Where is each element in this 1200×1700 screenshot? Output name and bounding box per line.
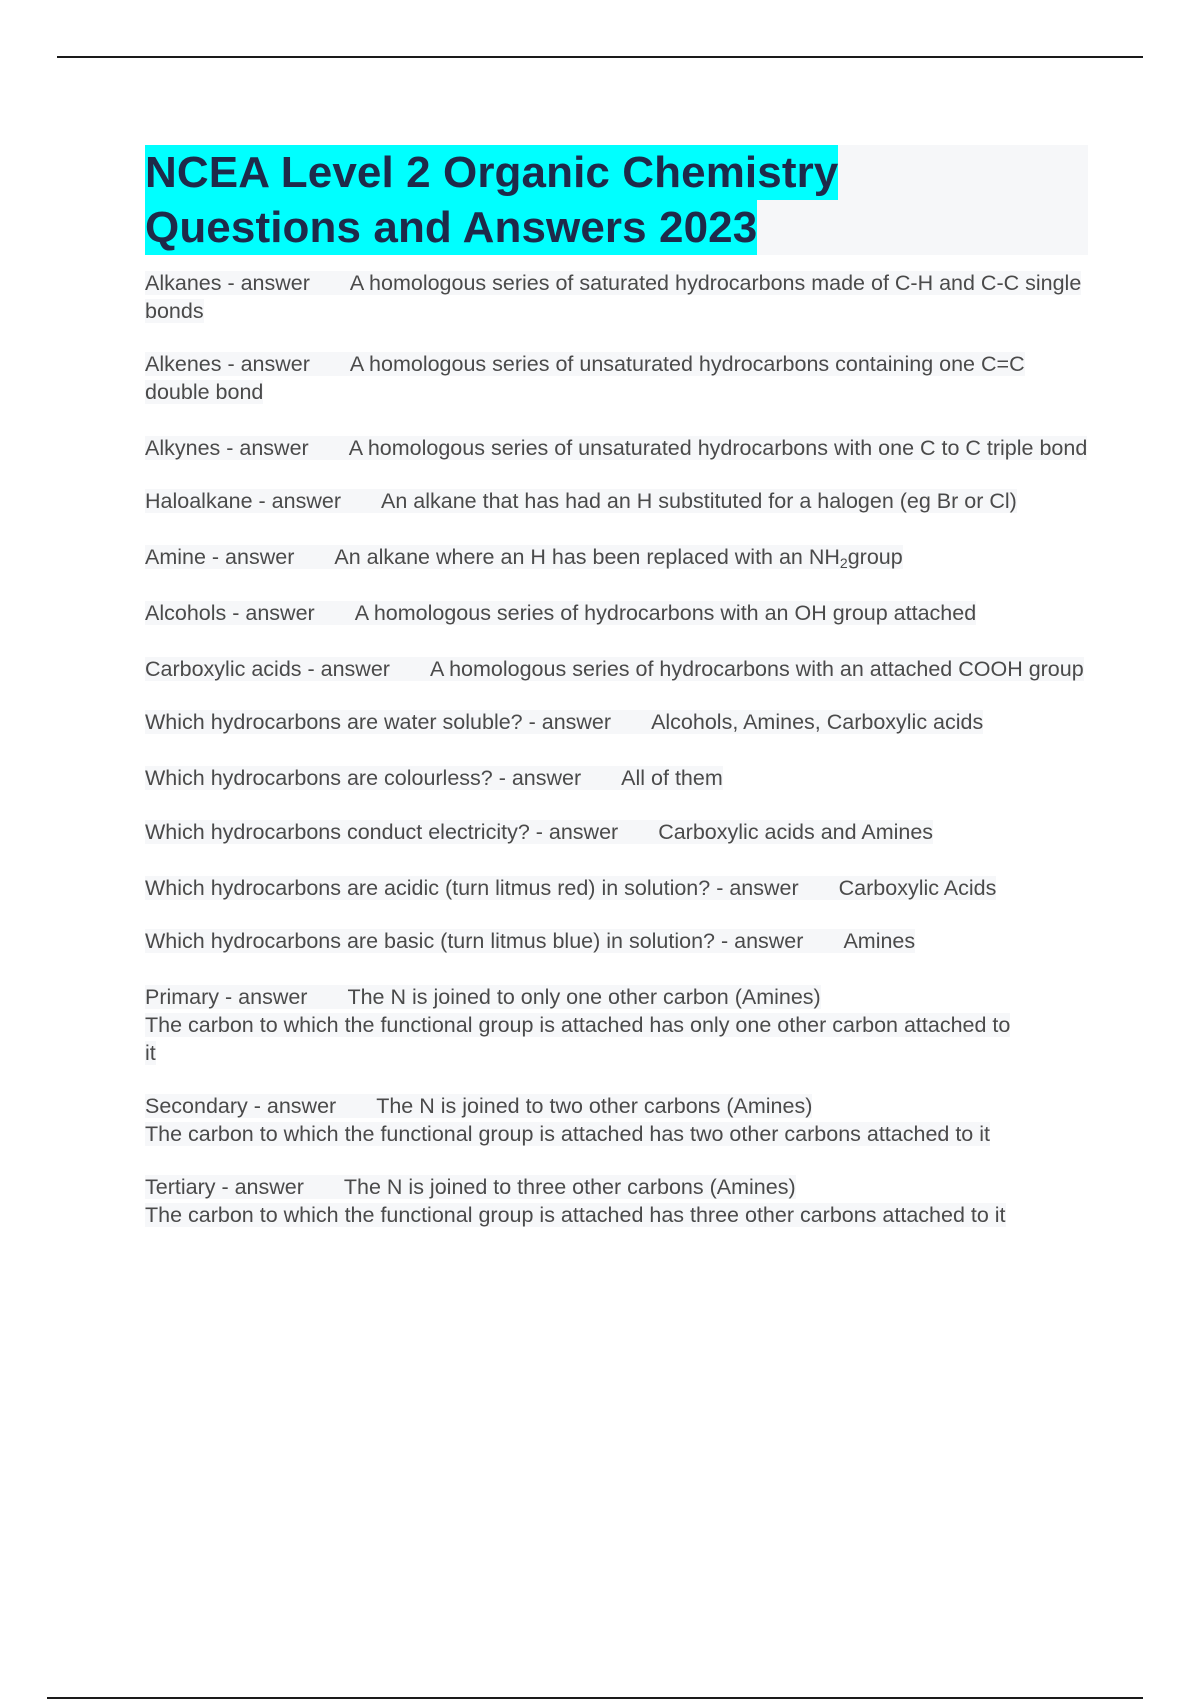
- qa-entry-secondary: [145, 1092, 1088, 1148]
- qa-entry-basic: [145, 927, 1088, 955]
- question: Which hydrocarbons are acidic (turn litmus red) in solution? - answer: [145, 876, 799, 900]
- question: Primary - answer: [145, 985, 308, 1009]
- answer: A homologous series of saturated hydrocarbons made of C-H and C-C single bonds: [145, 271, 1082, 323]
- header-rule: [57, 56, 1143, 58]
- document-body: [145, 145, 1088, 1229]
- qa-entry-acidic: [145, 874, 1045, 902]
- question: Alkenes - answer: [145, 352, 310, 376]
- answer: Carboxylic Acids: [838, 876, 997, 900]
- answer: The N is joined to only one other carbon (Amines): [347, 985, 821, 1009]
- answer: A homologous series of hydrocarbons with an OH group attached: [354, 601, 977, 625]
- footer-rule: [47, 1697, 1143, 1699]
- answer-detail: The carbon to which the functional group is attached has two other carbons attached to it: [145, 1122, 990, 1146]
- answer: A homologous series of unsaturated hydrocarbons with one C to C triple bond: [348, 436, 1088, 460]
- question: Tertiary - answer: [145, 1175, 304, 1199]
- title-block: [145, 145, 1088, 255]
- qa-entry-alkenes: [145, 350, 1088, 406]
- qa-entry-haloalkane: [145, 487, 1088, 515]
- qa-entry-amine: [145, 543, 1088, 571]
- answer: An alkane where an H has been replaced with an $NH_2group$: [334, 545, 903, 571]
- question: Which hydrocarbons are water soluble? - answer: [145, 710, 612, 734]
- question: Alcohols - answer: [145, 601, 315, 625]
- answer-detail: The carbon to which the functional group is attached has only one other carbon attached to it: [145, 1013, 1011, 1065]
- question: Haloalkane - answer: [145, 489, 341, 513]
- answer: All of them: [621, 766, 723, 790]
- answer-detail: The carbon to which the functional group is attached has three other carbons attached to it: [145, 1203, 1006, 1227]
- page-title-line-1: NCEA Level 2 Organic Chemistry: [145, 145, 838, 200]
- question: Which hydrocarbons conduct electricity? - answer: [145, 820, 619, 844]
- answer: The N is joined to three other carbons (Amines): [343, 1175, 796, 1199]
- answer: Alcohols, Amines, Carboxylic acids: [651, 710, 984, 734]
- answer: An alkane that has had an H substituted for a halogen (eg Br or Cl): [381, 489, 1017, 513]
- page-title-line-2: Questions and Answers 2023: [145, 200, 757, 255]
- answer: A homologous series of hydrocarbons with an attached COOH group: [429, 657, 1084, 681]
- question: Which hydrocarbons are colourless? - answer: [145, 766, 582, 790]
- question: Alkynes - answer: [145, 436, 309, 460]
- question: Which hydrocarbons are basic (turn litmus blue) in solution? - answer: [145, 929, 804, 953]
- qa-entry-carboxylic-acids: [145, 655, 1088, 683]
- qa-entry-alkanes: [145, 269, 1088, 325]
- answer: Amines: [843, 929, 916, 953]
- answer: Carboxylic acids and Amines: [658, 820, 934, 844]
- qa-entry-colourless: [145, 764, 1088, 792]
- qa-entry-tertiary: [145, 1173, 1088, 1229]
- answer: A homologous series of unsaturated hydrocarbons containing one C=C double bond: [145, 352, 1025, 404]
- question: Amine - answer: [145, 545, 295, 569]
- qa-entry-primary: [145, 983, 1025, 1067]
- question: Secondary - answer: [145, 1094, 337, 1118]
- qa-entry-alcohols: [145, 599, 1088, 627]
- qa-entry-conduct-electricity: [145, 818, 1088, 846]
- qa-entry-water-soluble: [145, 708, 1088, 736]
- question: Carboxylic acids - answer: [145, 657, 390, 681]
- answer: The N is joined to two other carbons (Amines): [376, 1094, 813, 1118]
- qa-entry-alkynes: [145, 434, 1088, 462]
- question: Alkanes - answer: [145, 271, 310, 295]
